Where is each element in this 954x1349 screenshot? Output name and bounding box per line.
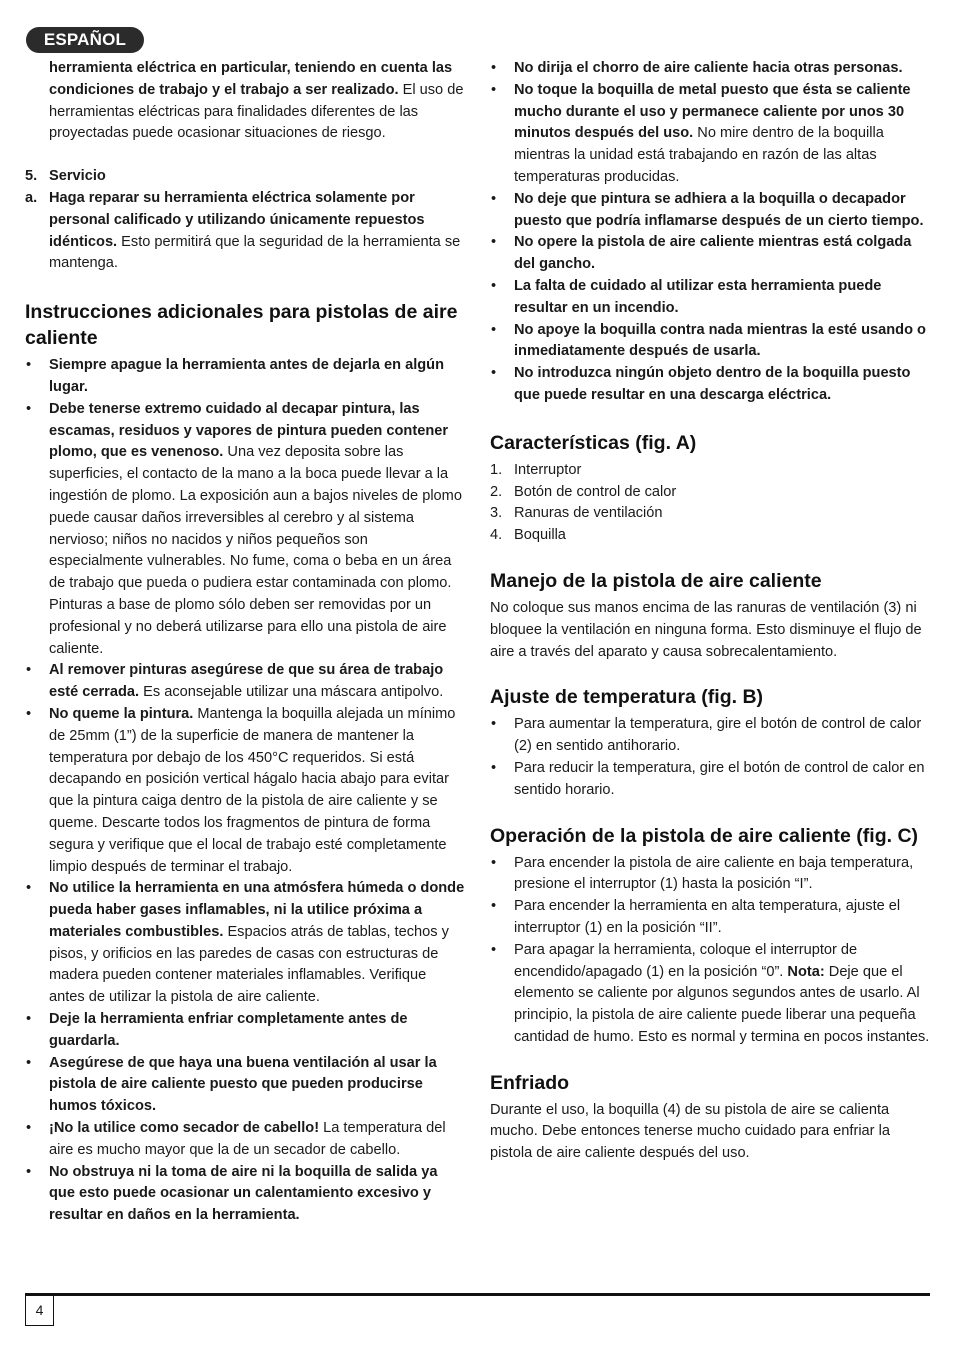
- intro-paragraph: [25, 58, 465, 145]
- item-label: Boquilla: [514, 527, 566, 544]
- service-bold: Haga reparar su herramienta eléctrica solamente por personal calificado y utilizando únicamente repuestos idénticos.: [49, 189, 425, 250]
- bullet-icon: •: [491, 898, 497, 915]
- list-item: [490, 80, 932, 189]
- service-heading: [25, 166, 465, 188]
- section-heading-cooling: Enfriado: [490, 1071, 570, 1094]
- list-item-bold: No deje que pintura se adhiera a la boquilla o decapador puesto que podría inflamarse después de un cierto tiempo.: [514, 190, 924, 229]
- section-heading-operation: Operación de la pistola de aire caliente (fig. C): [490, 824, 919, 847]
- list-item-text: No mire dentro de la boquilla mientras la unidad está trabajando en razón de las altas temperaturas producidas.: [514, 125, 884, 185]
- bullet-icon: •: [26, 1054, 32, 1071]
- list-item: [490, 758, 932, 802]
- list-item-text: Una vez deposita sobre las superficies, el contacto de la mano a la boca puede llevar a la ingestión de plomo. La exposición aun a bajos niveles de plomo puede causar daños irreversibles al cerebro y al sistema nervioso; niños no nacidos y niños pequeños son especialmente vulnerables. No fume, coma o beba en un área de trabajo que pueda o pudiera estar contaminada con plomo. Pinturas a base de plomo sólo deben ser removidas por un profesional y no deberá utilizarse para ello una pistola de aire caliente.: [49, 444, 462, 657]
- service-item-a: [25, 188, 465, 275]
- list-item: [490, 714, 932, 758]
- language-badge: [25, 26, 145, 54]
- list-item: [25, 1118, 465, 1162]
- right-column: [490, 58, 932, 1165]
- item-label: Interruptor: [514, 461, 582, 478]
- list-item-text: Para apagar la herramienta, coloque el interruptor de encendido/apagado (1) en la posición “0”.: [514, 941, 858, 980]
- bullet-icon: •: [491, 81, 497, 98]
- list-item: [25, 704, 465, 878]
- list-item-text: La temperatura del aire es mucho mayor que la de un secador de cabello.: [49, 1120, 446, 1158]
- list-item: [25, 1162, 465, 1227]
- list-item: [490, 276, 932, 320]
- left-column: [25, 58, 465, 1227]
- list-item-bold: Asegúrese de que haya una buena ventilación al usar la pistola de aire caliente puesto que pueden producirse humos tóxicos.: [49, 1054, 437, 1115]
- list-item: [25, 399, 465, 661]
- list-item: [490, 940, 932, 1049]
- list-item-bold: No toque la boquilla de metal puesto que ésta se caliente mucho durante el uso y permanece caliente por unos 30 minutos después del uso.: [514, 81, 911, 142]
- list-item: [490, 525, 932, 547]
- list-item: [490, 503, 932, 525]
- list-item-text: Espacios atrás de tablas, techos y pisos, y orificios en las paredes de casas con estructuras de madera pueden contener materiales inflamables. Verifique antes de utilizar la pistola de aire caliente.: [49, 923, 449, 1006]
- list-item-bold: Deje la herramienta enfriar completamente antes de guardarla.: [49, 1011, 408, 1049]
- service-item-text: [49, 188, 465, 275]
- list-item-text: Para aumentar la temperatura, gire el botón de control de calor (2) en sentido antihorario.: [514, 716, 922, 755]
- service-item-letter: a.: [25, 189, 38, 206]
- list-item-bold: No apoye la boquilla contra nada mientras la esté usando o inmediatamente después de usarla.: [514, 321, 926, 360]
- bullet-icon: •: [26, 1163, 32, 1180]
- bullet-icon: •: [26, 662, 32, 679]
- bullet-icon: •: [491, 941, 497, 958]
- list-item: [490, 320, 932, 364]
- item-number: 4.: [490, 527, 503, 544]
- list-item-text: Para encender la pistola de aire caliente en baja temperatura, presione el interruptor (1) hasta la posición “I”.: [514, 854, 914, 893]
- bullet-icon: •: [26, 880, 32, 897]
- list-item-bold: No queme la pintura.: [49, 705, 194, 722]
- list-item-bold: No opere la pistola de aire caliente mientras está colgada del gancho.: [514, 234, 912, 273]
- list-item-bold: No utilice la herramienta en una atmósfera húmeda o donde pueda haber gases inflamables, ni la utilice próxima a materiales combustibles.: [49, 880, 465, 940]
- bullet-icon: •: [26, 357, 32, 374]
- item-number: 3.: [490, 505, 503, 522]
- bullet-icon: •: [491, 234, 497, 251]
- list-item: [490, 363, 932, 407]
- list-item: [25, 1053, 465, 1118]
- list-item: [490, 58, 932, 80]
- list-item-bold: Siempre apague la herramienta antes de dejarla en algún lugar.: [49, 357, 444, 395]
- intro-bold: herramienta eléctrica en particular, teniendo en cuenta las condiciones de trabajo y el trabajo a ser realizado.: [49, 60, 453, 98]
- left-bullet-list: [25, 355, 465, 1227]
- bullet-icon: •: [491, 716, 497, 733]
- list-item-text: Es aconsejable utilizar una máscara antipolvo.: [139, 684, 444, 701]
- list-item-text: Para encender la herramienta en alta temperatura, ajuste el interruptor (1) en la posición “II”.: [514, 898, 901, 936]
- list-item: [25, 1009, 465, 1053]
- list-item-bold: No dirija el chorro de aire caliente hacia otras personas.: [514, 60, 903, 76]
- list-item: [25, 355, 465, 399]
- service-text: Esto permitirá que la seguridad de la herramienta se mantenga.: [49, 233, 461, 272]
- section-heading-additional: Instrucciones adicionales para pistolas de aire caliente: [25, 301, 458, 350]
- bullet-icon: •: [26, 1120, 32, 1137]
- section-heading-handling: Manejo de la pistola de aire caliente: [490, 569, 822, 592]
- bullet-icon: •: [491, 759, 497, 776]
- list-item-bold: Debe tenerse extremo cuidado al decapar pintura, las escamas, residuos y vapores de pintura pueden contener plomo, que es venenoso.: [49, 400, 449, 461]
- bullet-icon: •: [491, 321, 497, 338]
- list-item: [25, 878, 465, 1009]
- temperature-list: [490, 714, 932, 801]
- bullet-icon: •: [491, 854, 497, 871]
- list-item-bold: No introduzca ningún objeto dentro de la boquilla puesto que puede resultar en una descarga eléctrica.: [514, 365, 911, 403]
- item-label: Botón de control de calor: [514, 483, 677, 500]
- service-number: 5.: [25, 168, 38, 185]
- section-heading-temperature: Ajuste de temperatura (fig. B): [490, 686, 764, 709]
- note-label: Nota:: [787, 963, 825, 980]
- list-item-bold: Al remover pinturas asegúrese de que su área de trabajo esté cerrada.: [49, 662, 444, 701]
- features-list: [490, 460, 932, 547]
- operation-list: [490, 853, 932, 1049]
- list-item-bold: No obstruya ni la toma de aire ni la boquilla de salida ya que esto puede ocasionar un calentamiento excesivo y resultar en daños en la herramienta.: [49, 1163, 438, 1224]
- item-number: 1.: [490, 461, 503, 478]
- list-item: [490, 460, 932, 482]
- list-item: [490, 853, 932, 897]
- bullet-icon: •: [491, 60, 497, 76]
- bullet-icon: •: [491, 365, 497, 382]
- note-text: Deje que el elemento se caliente por algunos segundos antes de usarlo. Al principio, la pistola de aire caliente puede liberar una pequeña cantidad de humo. Esto es normal y termina en pocos instantes.: [514, 963, 930, 1045]
- list-item: [490, 896, 932, 940]
- list-item-text: Para reducir la temperatura, gire el botón de control de calor en sentido horario.: [514, 759, 925, 798]
- bullet-icon: •: [26, 705, 32, 722]
- footer-rule: [25, 1293, 930, 1296]
- cooling-text: Durante el uso, la boquilla (4) de su pistola de aire se calienta mucho. Debe entonces tenerse mucho cuidado para enfriar la pistola de aire caliente después del uso.: [490, 1101, 890, 1162]
- bullet-icon: •: [491, 190, 497, 207]
- intro-text: El uso de herramientas eléctricas para finalidades diferentes de las proyectadas puede ocasionar situaciones de riesgo.: [49, 81, 464, 142]
- bullet-icon: •: [26, 400, 32, 417]
- handling-text: No coloque sus manos encima de las ranuras de ventilación (3) ni bloquee la ventilación en ninguna forma. Esto disminuye el flujo de aire a través del aparato y causa sobrecalentamiento.: [490, 599, 922, 660]
- service-title: Servicio: [49, 168, 106, 185]
- bullet-icon: •: [491, 277, 497, 294]
- list-item-bold: La falta de cuidado al utilizar esta herramienta puede resultar en un incendio.: [514, 277, 882, 316]
- list-item: [490, 482, 932, 504]
- list-item-text: Mantenga la boquilla alejada un mínimo de 25mm (1”) de la superficie de manera de mantener la temperatura por debajo de los 450°C requeridos. Si está decapando en posición vertical hágalo hacia abajo para evitar que la pintura caiga dentro de la pistola de aire caliente y se queme. Descarte todos los fragmentos de pintura de forma segura y verifique que el local de trabajo esté completamente limpio después de terminar el trabajo.: [49, 705, 456, 875]
- list-item: [490, 189, 932, 233]
- item-number: 2.: [490, 483, 503, 500]
- list-item-bold: ¡No la utilice como secador de cabello!: [49, 1120, 320, 1137]
- right-bullet-list: [490, 58, 932, 407]
- page-number: 4: [25, 1293, 54, 1326]
- list-item: [25, 660, 465, 704]
- bullet-icon: •: [26, 1011, 32, 1028]
- item-label: Ranuras de ventilación: [514, 505, 663, 522]
- section-heading-features: Características (fig. A): [490, 431, 697, 454]
- list-item: [490, 232, 932, 276]
- language-label: ESPAÑOL: [43, 30, 127, 49]
